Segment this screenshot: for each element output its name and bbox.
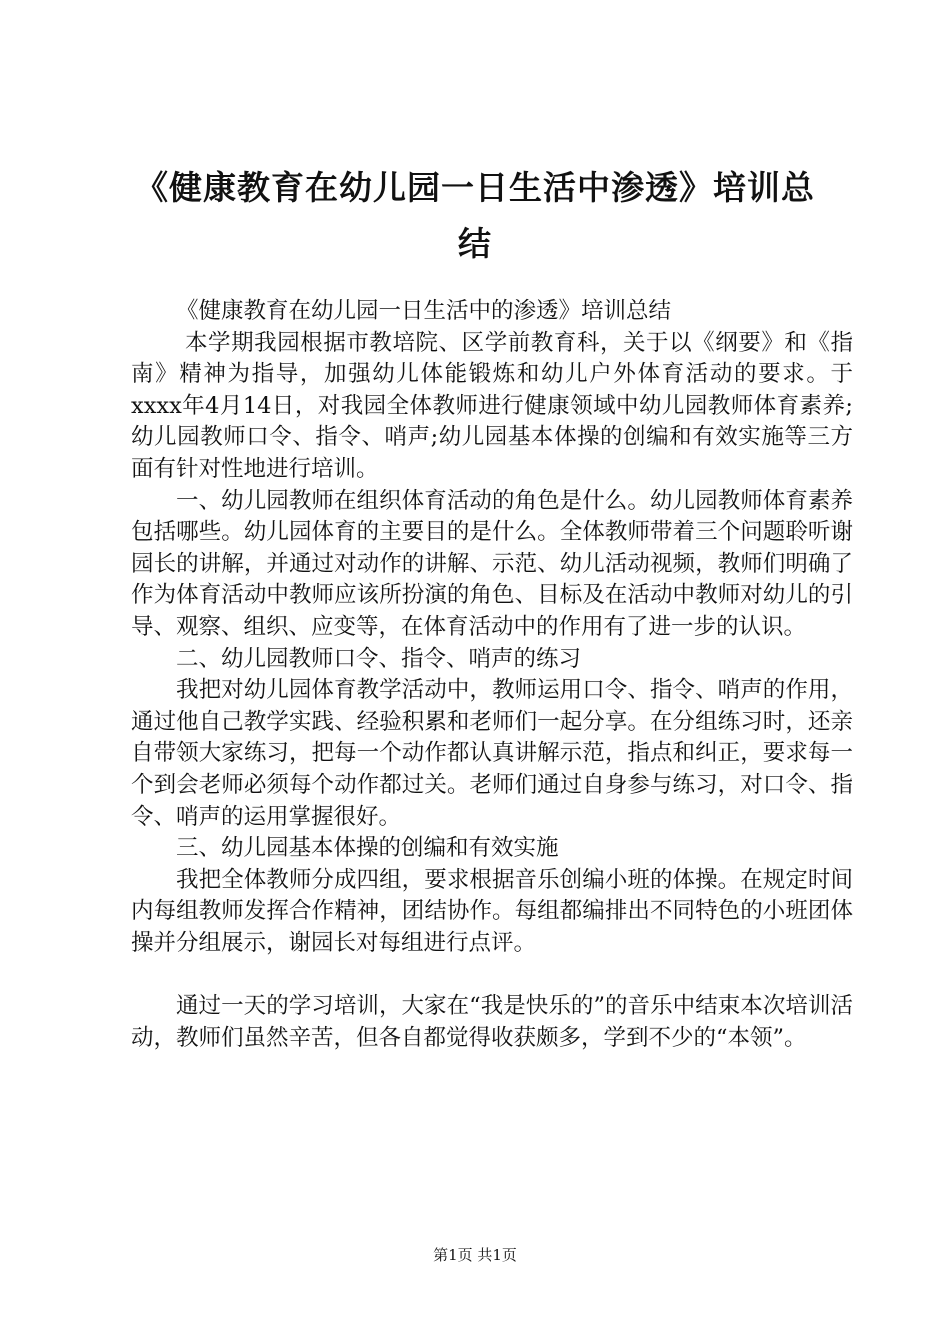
section-one-paragraph: 一、幼儿园教师在组织体育活动的角色是什么。幼儿园教师体育素养包括哪些。幼儿园体育的主要目的是什么。全体教师带着三个问题聆听谢园长的讲解，并通过对动作的讲解、示范、幼儿活动视频，教师们明确了作为体育活动中教师应该所扮演的角色、目标及在活动中教师对幼儿的引导、观察、组织、应变等，在体育活动中的作用有了进一步的认识。 [131,487,853,640]
document-title: 《健康教育在幼儿园一日生活中渗透》培训总结 [135,168,815,263]
blank-line [131,959,853,991]
section-three-paragraph: 我把全体教师分成四组，要求根据音乐创编小班的体操。在规定时间内每组教师发挥合作精神，团结协作。每组都编排出不同特色的小班团体操并分组展示，谢园长对每组进行点评。 [131,866,853,956]
section-three-heading: 三、幼儿园基本体操的创编和有效实施 [176,835,559,862]
subtitle-paragraph: 《健康教育在幼儿园一日生活中的渗透》培训总结 [176,298,672,324]
page-footer: 第1页 共1页 [433,1246,517,1264]
section-two-paragraph: 我把对幼儿园体育教学活动中，教师运用口令、指令、哨声的作用，通过他自己教学实践、经验积累和老师们一起分享。在分组练习时，还亲自带领大家练习，把每一个动作都认真讲解示范，指点和纠正，要求每一个到会老师必须每个动作都过关。老师们通过自身参与练习，对口令、指令、哨声的运用掌握很好。 [131,677,853,830]
section-two-heading: 二、幼儿园教师口令、指令、哨声的练习 [176,645,582,672]
intro-paragraph: 本学期我园根据市教培院、区学前教育科，关于以《纲要》和《指南》精神为指导，加强幼儿体能锻炼和幼儿户外体育活动的要求。于xxxx年4月14日，对我园全体教师进行健康领域中幼儿园教师体育素养;幼儿园教师口令、指令、哨声;幼儿园基本体操的创编和有效实施等三方面有针对性地进行培训。 [131,329,853,482]
document-body [131,296,853,1054]
conclusion-paragraph: 通过一天的学习培训，大家在“我是快乐的”的音乐中结束本次培训活动，教师们虽然辛苦，但各自都觉得收获颇多，学到不少的“本领”。 [131,993,853,1051]
